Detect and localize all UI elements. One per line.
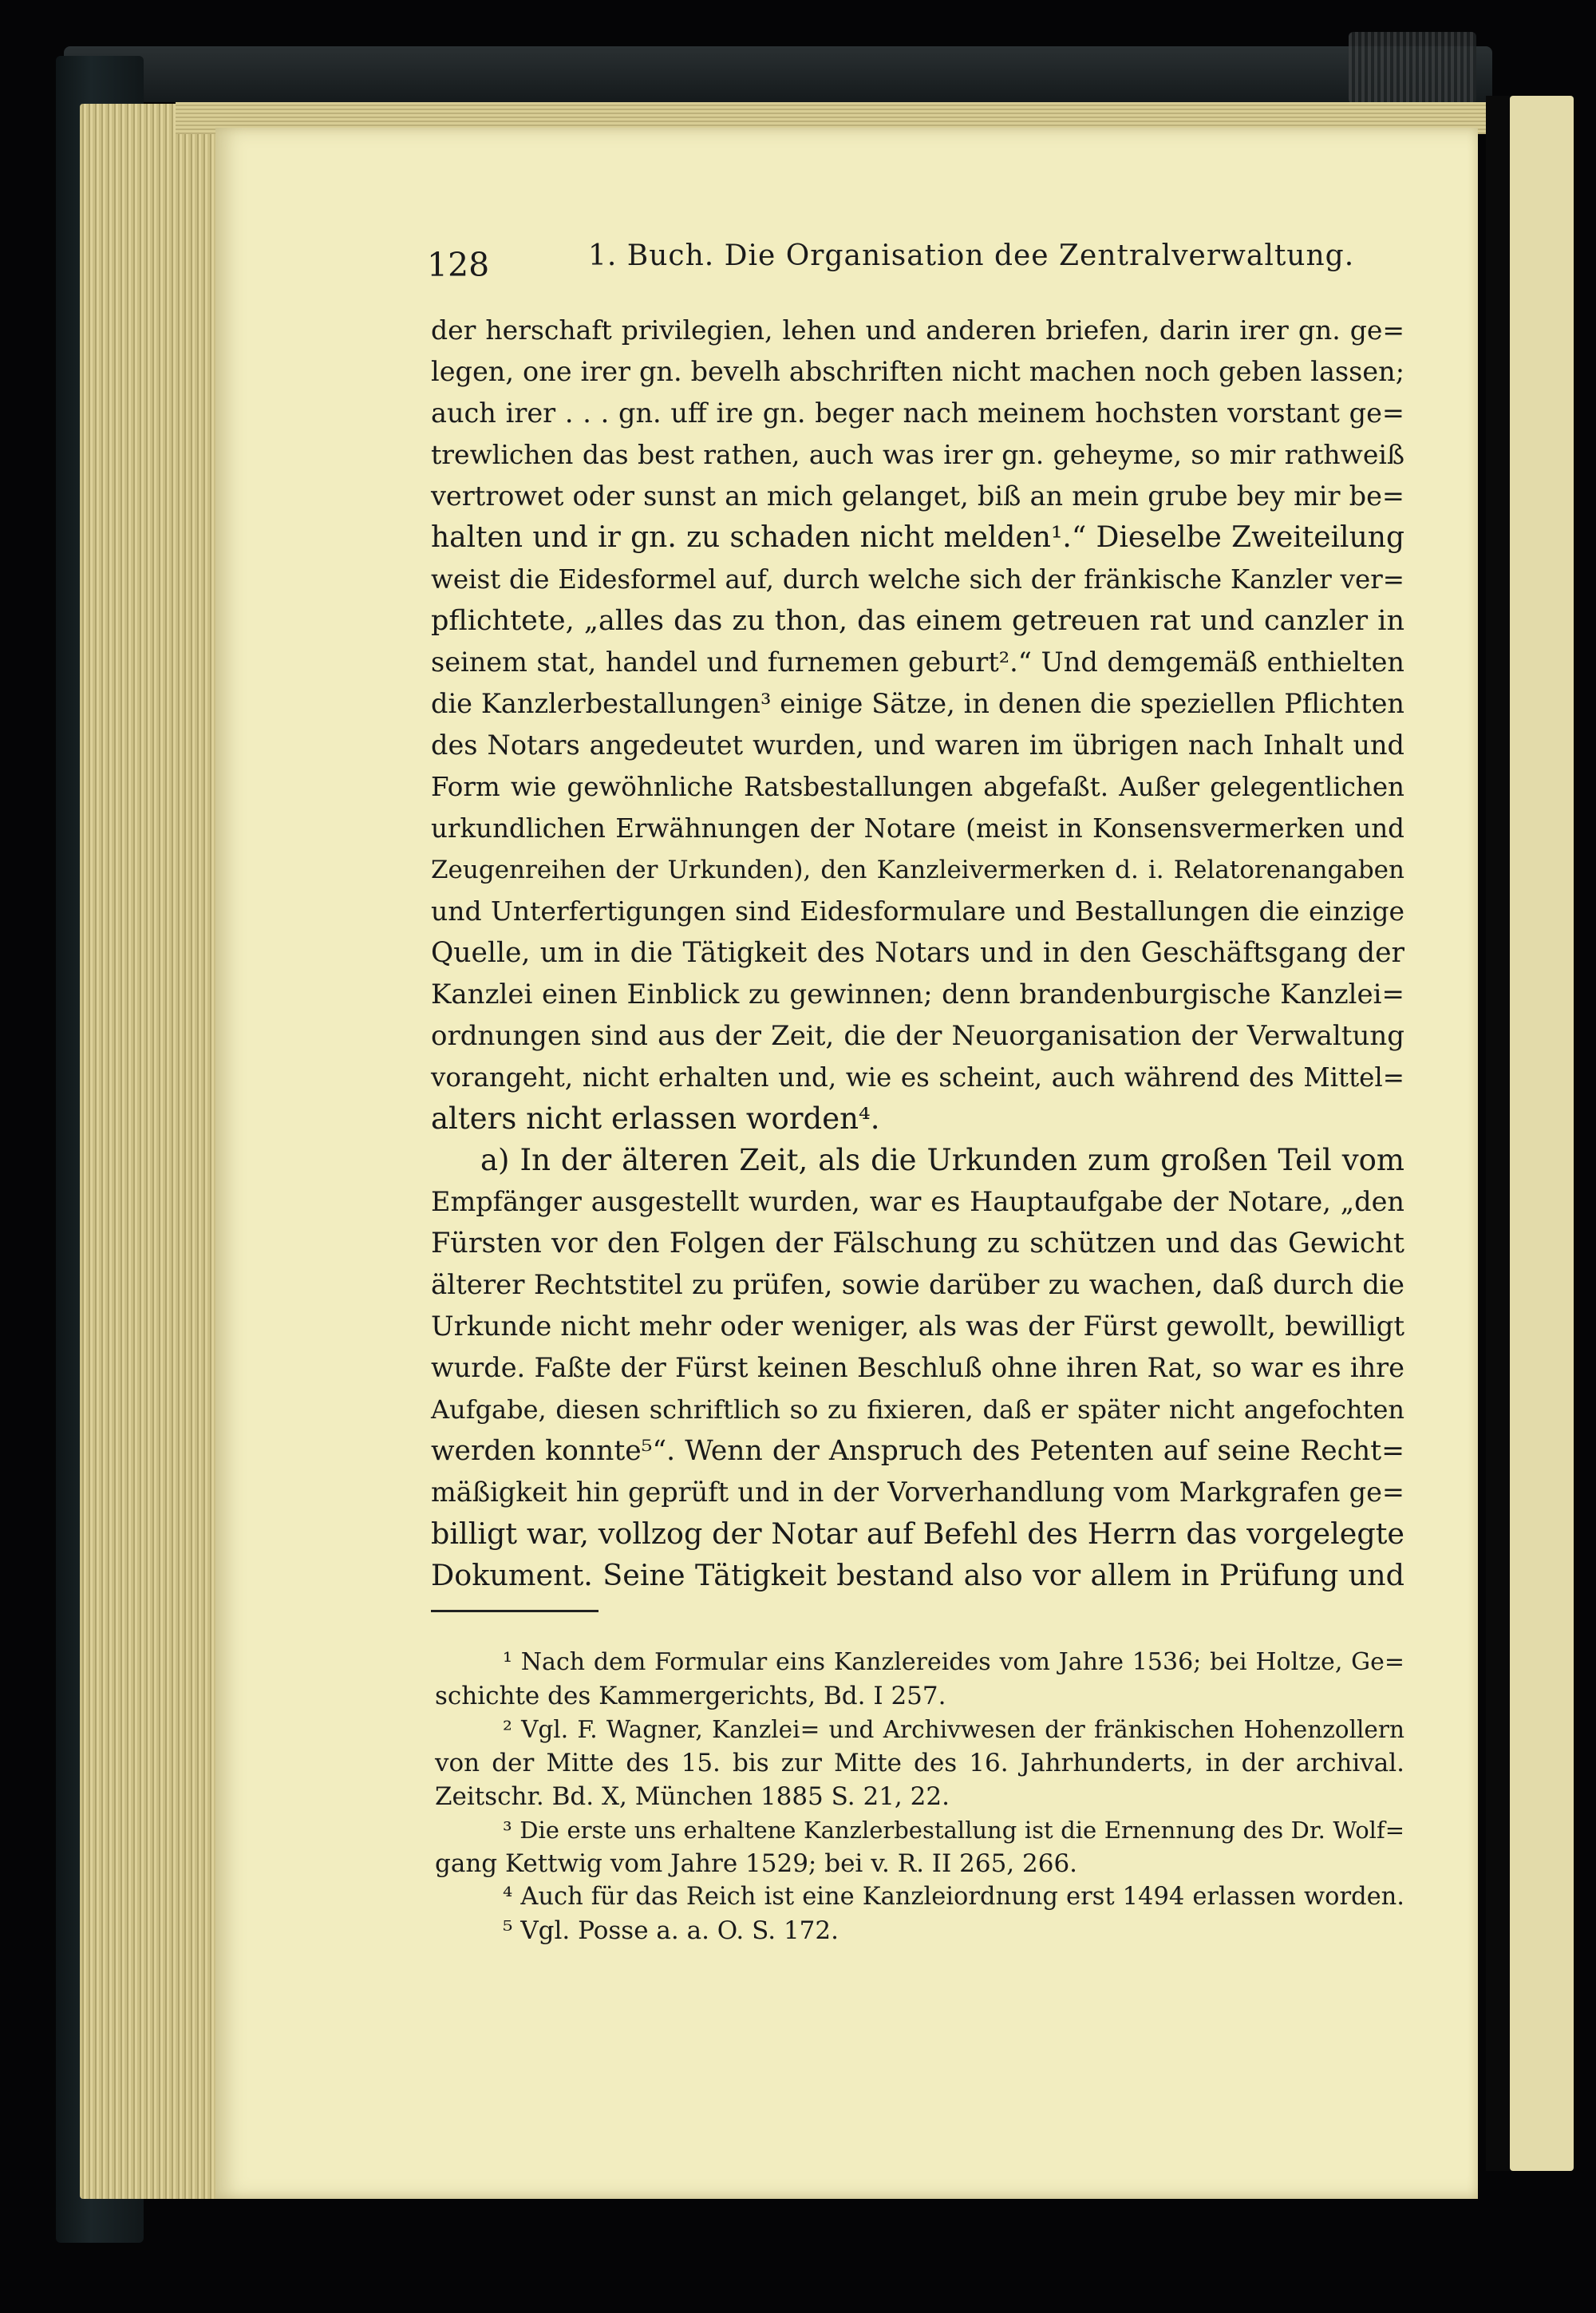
body-line: mäßigkeit hin geprüft und in der Vorverhandlung vom Markgrafen ge= — [431, 1477, 1404, 1508]
footnote-line: von der Mitte des 15. bis zur Mitte des 16. Jahrhunderts, in der archival. — [435, 1749, 1404, 1777]
book-cover-top — [64, 46, 1492, 102]
body-line: Fürsten vor den Folgen der Fälschung zu schützen und das Gewicht — [431, 1228, 1404, 1259]
body-line: Zeugenreihen der Urkunden), den Kanzleivermerken d. i. Relatorenangaben — [431, 856, 1404, 884]
body-line: Quelle, um in die Tätigkeit des Notars und in den Geschäftsgang der — [431, 937, 1404, 969]
body-line: und Unterfertigungen sind Eidesformulare und Bestallungen die einzige — [431, 896, 1404, 927]
body-line: Form wie gewöhnliche Ratsbestallungen abgefaßt. Außer gelegentlichen — [431, 772, 1404, 802]
body-line: des Notars angedeutet wurden, und waren im übrigen nach Inhalt und — [431, 729, 1404, 761]
body-line: wurde. Faßte der Fürst keinen Beschluß ohne ihren Rat, so war es ihre — [431, 1352, 1404, 1383]
body-line: ordnungen sind aus der Zeit, die der Neuorganisation der Verwaltung — [431, 1020, 1404, 1052]
body-line: alters nicht erlassen worden⁴. — [431, 1101, 880, 1136]
footnote-line: ⁴ Auch für das Reich ist eine Kanzleiordnung erst 1494 erlassen worden. — [503, 1883, 1404, 1911]
body-line: werden konnte⁵“. Wenn der Anspruch des Petenten auf seine Recht= — [431, 1435, 1404, 1467]
body-line: auch irer . . . gn. uff ire gn. beger nach meinem hochsten vorstant ge= — [431, 397, 1404, 429]
body-line: vorangeht, nicht erhalten und, wie es scheint, auch während des Mittel= — [431, 1062, 1404, 1093]
body-line: urkundlichen Erwähnungen der Notare (meist in Konsensvermerken und — [431, 813, 1404, 844]
body-line: vertrowet oder sunst an mich gelanget, biß an mein grube bey mir be= — [431, 480, 1404, 512]
body-line: pflichtete, „alles das zu thon, das einem getreuen rat und canzler in — [431, 605, 1404, 637]
page-header — [427, 230, 1432, 284]
body-line: seinem stat, handel und furnemen geburt².“ Und demgemäß enthielten — [431, 646, 1404, 678]
body-line: weist die Eidesformel auf, durch welche sich der fränkische Kanzler ver= — [431, 564, 1404, 595]
running-title: 1. Buch. Die Organisation dee Zentralverwaltung. — [588, 239, 1355, 272]
body-line: trewlichen das best rathen, auch was irer gn. geheyme, so mir rathweiß — [431, 439, 1404, 470]
body-line: Kanzlei einen Einblick zu gewinnen; denn brandenburgische Kanzlei= — [431, 979, 1404, 1010]
footnote-line: gang Kettwig vom Jahre 1529; bei v. R. II 265, 266. — [435, 1849, 1078, 1878]
body-line: Aufgabe, diesen schriftlich so zu fixieren, daß er später nicht angefochten — [431, 1394, 1404, 1425]
body-line: halten und ir gn. zu schaden nicht melden¹.“ Dieselbe Zweiteilung — [431, 521, 1404, 554]
body-line: billigt war, vollzog der Notar auf Befehl des Herrn das vorgelegte — [431, 1516, 1404, 1551]
page-number: 128 — [427, 246, 490, 284]
body-line: legen, one irer gn. bevelh abschriften nicht machen noch geben lassen; — [431, 356, 1404, 387]
footnote-line: ² Vgl. F. Wagner, Kanzlei= und Archivwesen der fränkischen Hohenzollern — [503, 1716, 1404, 1743]
footnote-line: ³ Die erste uns erhaltene Kanzlerbestallung ist die Ernennung des Dr. Wolf= — [503, 1817, 1404, 1844]
page-edges-stack — [80, 104, 231, 2199]
body-line: älterer Rechtstitel zu prüfen, sowie darüber zu wachen, daß durch die — [431, 1269, 1404, 1301]
footnote-line: ⁵ Vgl. Posse a. a. O. S. 172. — [503, 1916, 839, 1945]
body-line: der herschaft privilegien, lehen und anderen briefen, darin irer gn. ge= — [431, 314, 1404, 346]
body-line: Dokument. Seine Tätigkeit bestand also vor allem in Prüfung und — [431, 1558, 1404, 1592]
body-line: die Kanzlerbestallungen³ einige Sätze, in denen die speziellen Pflichten — [431, 688, 1404, 719]
body-line: Empfänger ausgestellt wurden, war es Hauptaufgabe der Notare, „den — [431, 1186, 1404, 1217]
footnote-line: Zeitschr. Bd. X, München 1885 S. 21, 22. — [435, 1782, 950, 1811]
body-line: Urkunde nicht mehr oder weniger, als was der Fürst gewollt, bewilligt — [431, 1311, 1404, 1342]
footnote-line: schichte des Kammergerichts, Bd. I 257. — [435, 1682, 946, 1710]
footnote-line: ¹ Nach dem Formular eins Kanzlereides vom Jahre 1536; bei Holtze, Ge= — [503, 1648, 1404, 1676]
footnote-rule — [431, 1610, 598, 1612]
body-line: a) In der älteren Zeit, als die Urkunden zum großen Teil vom — [480, 1143, 1404, 1177]
book-cover-corner — [1349, 32, 1476, 104]
next-page-sliver — [1510, 96, 1574, 2171]
